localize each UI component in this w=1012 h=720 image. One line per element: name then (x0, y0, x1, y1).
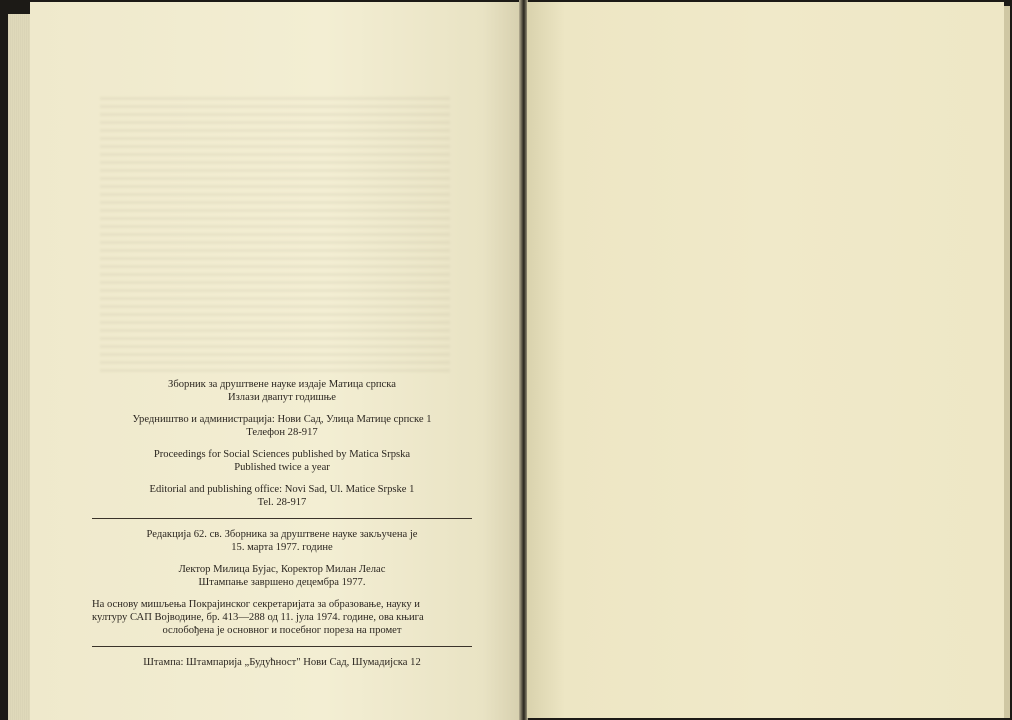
right-page-blank (527, 2, 1004, 718)
colophon-line: Published twice a year (234, 462, 330, 473)
page-edges-right (1004, 6, 1010, 718)
colophon-line: Штампа: Штампарија „Будућност" Нови Сад, Шумадијска 12 (143, 657, 421, 668)
colophon-line: Штампање завршено децембра 1977. (198, 577, 366, 588)
printer-block (92, 656, 472, 669)
colophon-line: културу САП Војводине, бр. 413—288 од 11. јула 1974. године, ова књига (92, 612, 424, 623)
colophon-line: Телефон 28-917 (246, 427, 318, 438)
closing-date-block (92, 528, 472, 554)
english-publisher-block (92, 448, 472, 474)
tax-exemption-block (92, 598, 472, 637)
colophon-line: Лектор Милица Бујас, Коректор Милан Лелас (178, 564, 386, 575)
colophon-line: Зборник за друштвене науке издаје Матица српска (168, 379, 396, 390)
colophon-line: Proceedings for Social Sciences published by Matica Srpska (153, 449, 411, 460)
colophon-line: 15. марта 1977. године (231, 542, 333, 553)
colophon-line: Tel. 28-917 (257, 497, 307, 508)
publisher-block (92, 378, 472, 404)
colophon-line: На основу мишљења Покрајинског секретаријата за образовање, науку и (92, 599, 420, 610)
editorial-office-block (92, 413, 472, 439)
show-through-text (100, 97, 450, 377)
colophon (92, 378, 472, 678)
divider (92, 518, 472, 519)
colophon-line: Уредништво и администрација: Нови Сад, Улица Матице српске 1 (132, 414, 432, 425)
editors-block (92, 563, 472, 589)
divider (92, 646, 472, 647)
colophon-line: ослобођена је основног и посебног пореза на промет (162, 625, 402, 636)
colophon-line: Излази двапут годишње (227, 392, 337, 403)
english-office-block (92, 483, 472, 509)
colophon-line: Редакција 62. св. Зборника за друштвене науке закључена је (146, 529, 418, 540)
colophon-line: Editorial and publishing office: Novi Sad, Ul. Matice Srpske 1 (149, 484, 415, 495)
